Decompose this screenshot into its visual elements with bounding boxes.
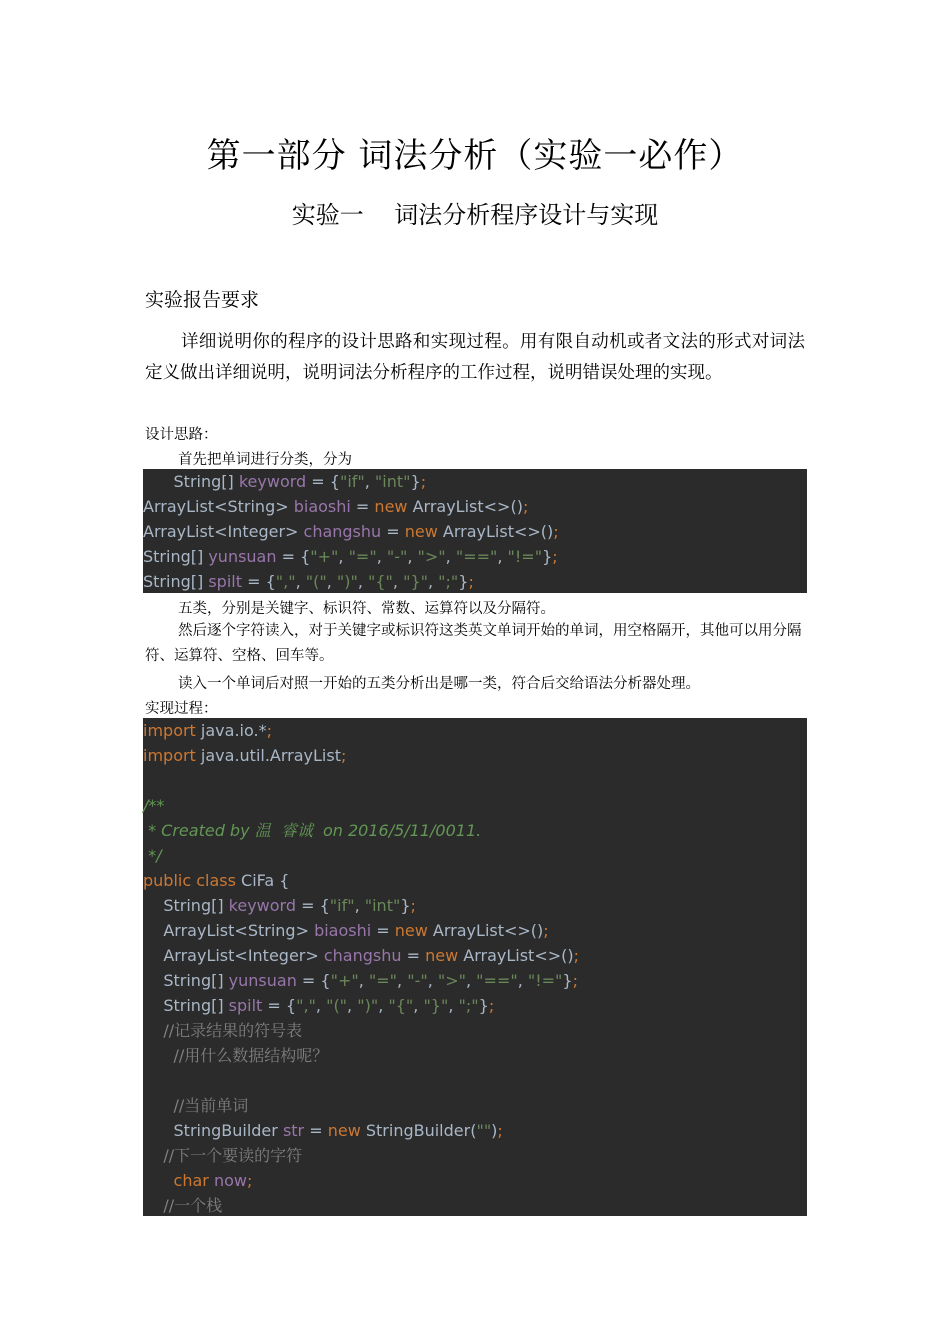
- code-line: //当前单词: [143, 1096, 249, 1115]
- experiment-subtitle: 实验一 词法分析程序设计与实现: [291, 201, 659, 229]
- code-line: StringBuilder str = new StringBuilder("");: [143, 1121, 503, 1140]
- code-line: //用什么数据结构呢？: [143, 1046, 329, 1065]
- code-line: char now;: [173, 1171, 253, 1190]
- code-line: * Created by 温 睿诚 on 2016/5/11/0011.: [143, 821, 482, 840]
- design-intro: 首先把单词进行分类，分为: [178, 452, 352, 468]
- code-line: //一个栈: [143, 1196, 223, 1215]
- code-line: String[] spilt = {",", "(", ")", "{", "}", ";"};: [143, 572, 474, 591]
- code-line: String[] yunsuan = {"+", "=", "-", ">", "==", "!="};: [143, 971, 578, 990]
- code-line: import java.util.ArrayList;: [143, 746, 347, 765]
- code-line: [143, 768, 807, 793]
- requirement-paragraph: 详细说明你的程序的设计思路和实现过程。用有限自动机或者文法的形式对词法定义做出详细说明，说明词法分析程序的工作过程，说明错误处理的实现。: [145, 332, 805, 383]
- code-line: String[] keyword = {"if", "int"};: [143, 472, 427, 491]
- code-line: [143, 1068, 807, 1093]
- code-line: import java.io.*;: [143, 721, 272, 740]
- code-line: String[] yunsuan = {"+", "=", "-", ">", "==", "!="};: [143, 547, 558, 566]
- code-line: ArrayList<Integer> changshu = new ArrayList<>();: [143, 946, 580, 965]
- reading-paragraph: 然后逐个字符读入，对于关键字或标识符这类英文单词开始的单词，用空格隔开，其他可以用分隔符、运算符、空格、回车等。: [145, 623, 802, 664]
- code-line: String[] spilt = {",", "(", ")", "{", "}", ";"};: [143, 996, 495, 1015]
- section-heading: 实验报告要求: [145, 289, 260, 311]
- code-line: //下一个要读的字符: [143, 1146, 303, 1165]
- design-label: 设计思路：: [145, 427, 218, 443]
- code-line: //记录结果的符号表: [143, 1021, 303, 1040]
- implementation-label: 实现过程：: [145, 701, 218, 717]
- code-line: */: [143, 846, 162, 865]
- page-title: 第一部分 词法分析（实验一必作）: [206, 136, 744, 176]
- code-line: String[] keyword = {"if", "int"};: [143, 896, 416, 915]
- categories-sentence: 五类，分别是关键字、标识符、常数、运算符以及分隔符。: [178, 601, 555, 617]
- code-block-declarations: [143, 469, 807, 593]
- code-line: public class CiFa {: [143, 871, 290, 890]
- code-line: /**: [143, 796, 165, 815]
- code-line: ArrayList<String> biaoshi = new ArrayList<>();: [143, 497, 529, 516]
- code-block-class: [143, 718, 807, 1216]
- matching-sentence: 读入一个单词后对照一开始的五类分析出是哪一类，符合后交给语法分析器处理。: [178, 676, 700, 692]
- code-line: ArrayList<String> biaoshi = new ArrayList<>();: [143, 921, 549, 940]
- code-line: ArrayList<Integer> changshu = new ArrayList<>();: [143, 522, 559, 541]
